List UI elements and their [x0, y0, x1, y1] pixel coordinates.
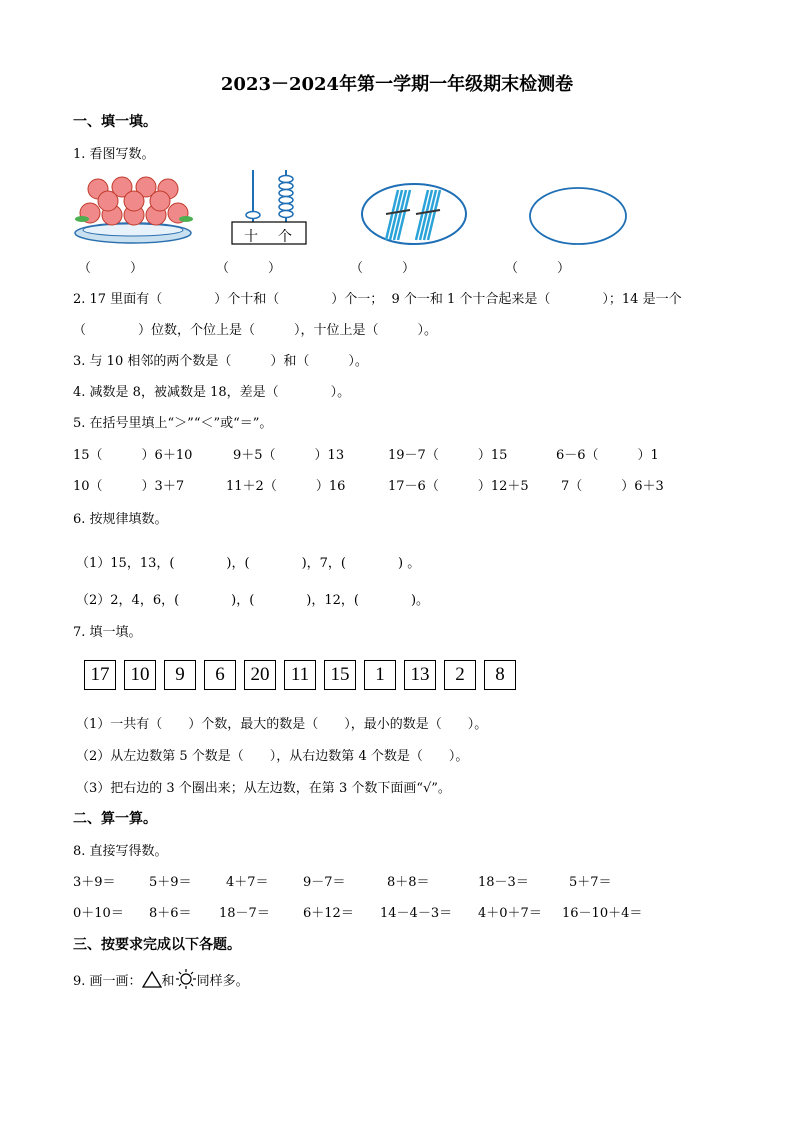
section-1-heading: 一、填一填。	[73, 114, 157, 130]
question-7: 7. 填一填。	[73, 625, 142, 640]
q8-item: 6＋12＝	[303, 906, 354, 921]
q9-prefix: 9. 画一画：	[73, 973, 142, 989]
peach-plate-picture	[70, 175, 196, 247]
section-2-heading: 二、算一算。	[73, 811, 157, 827]
number-card: 2	[444, 660, 476, 690]
question-5: 5. 在括号里填上“＞”“＜”或“＝”。	[73, 416, 273, 431]
question-7-2: （2）从左边数第 5 个数是（ ），从右边数第 4 个数是（ ）。	[76, 749, 469, 764]
question-7-1: （1）一共有（ ）个数，最大的数是（ ），最小的数是（ ）。	[76, 717, 488, 732]
q8-item: 18－3＝	[478, 875, 529, 890]
q5-item: 6－6（ ）1	[556, 448, 659, 463]
q8-item: 4＋7＝	[226, 875, 269, 890]
q5-item: 15（ ）6＋10	[73, 448, 193, 463]
question-9	[73, 968, 249, 990]
q5-item: 19－7（ ）15	[388, 448, 508, 463]
sun-icon	[175, 968, 197, 990]
empty-oval-picture	[527, 186, 629, 248]
number-card: 8	[484, 660, 516, 690]
question-8: 8. 直接写得数。	[73, 844, 168, 859]
question-3: 3. 与 10 相邻的两个数是（ ）和（ ）。	[73, 354, 368, 369]
q1-answer-blank[interactable]: （ ）	[216, 261, 282, 276]
q9-suffix: 同样多。	[196, 973, 249, 989]
q5-item: 10（ ）3＋7	[73, 479, 185, 494]
q9-mid: 和	[161, 973, 175, 989]
number-card: 1	[364, 660, 396, 690]
number-cards-row	[84, 660, 516, 690]
abacus-picture	[228, 165, 310, 249]
q8-item: 4＋0＋7＝	[478, 906, 542, 921]
question-7-3: （3）把右边的 3 个圈出来；从左边数，在第 3 个数下面画“√”。	[76, 781, 451, 796]
question-6-1: （1）15，13，( )，( )，7，( ) 。	[76, 556, 421, 571]
page-title: 2023－2024年第一学期一年级期末检测卷	[220, 74, 574, 95]
abacus-tens-label: 十	[244, 229, 258, 245]
number-card: 6	[204, 660, 236, 690]
number-card: 15	[324, 660, 356, 690]
abacus-ones-label: 个	[278, 229, 292, 245]
q8-item: 9－7＝	[303, 875, 346, 890]
question-4: 4. 减数是 8，被减数是 18，差是（ ）。	[73, 385, 351, 400]
q8-item: 8＋8＝	[387, 875, 430, 890]
q5-item: 17－6（ ）12＋5	[388, 479, 529, 494]
q1-answer-blank[interactable]: （ ）	[350, 261, 416, 276]
q8-item: 3＋9＝	[73, 875, 116, 890]
q5-item: 7（ ）6＋3	[561, 479, 664, 494]
number-card: 10	[124, 660, 156, 690]
q8-item: 16－10＋4＝	[562, 906, 643, 921]
q5-item: 9＋5（ ）13	[233, 448, 345, 463]
q5-item: 11＋2（ ）16	[226, 479, 346, 494]
question-2-line-2: （ ）位数，个位上是（ ），十位上是（ ）。	[73, 323, 438, 338]
q8-item: 14－4－3＝	[380, 906, 453, 921]
q8-item: 5＋9＝	[149, 875, 192, 890]
number-card: 9	[164, 660, 196, 690]
triangle-icon	[142, 970, 162, 988]
number-card: 11	[284, 660, 316, 690]
q1-answer-blank[interactable]: （ ）	[78, 261, 144, 276]
q8-item: 18－7＝	[219, 906, 270, 921]
section-3-heading: 三、按要求完成以下各题。	[73, 937, 241, 953]
number-card: 13	[404, 660, 436, 690]
q8-item: 5＋7＝	[569, 875, 612, 890]
q8-item: 8＋6＝	[149, 906, 192, 921]
stick-bundles-picture	[360, 182, 468, 246]
question-1: 1. 看图写数。	[73, 147, 155, 162]
number-card: 17	[84, 660, 116, 690]
number-card: 20	[244, 660, 276, 690]
question-6-2: （2）2，4，6，( )，( )，12，( )。	[76, 593, 430, 608]
question-6: 6. 按规律填数。	[73, 512, 168, 527]
question-2-line-1: 2. 17 里面有（ ）个十和（ ）个一； 9 个一和 1 个十合起来是（ ）；14 是一个	[73, 292, 682, 307]
q8-item: 0＋10＝	[73, 906, 124, 921]
q1-answer-blank[interactable]: （ ）	[505, 261, 571, 276]
